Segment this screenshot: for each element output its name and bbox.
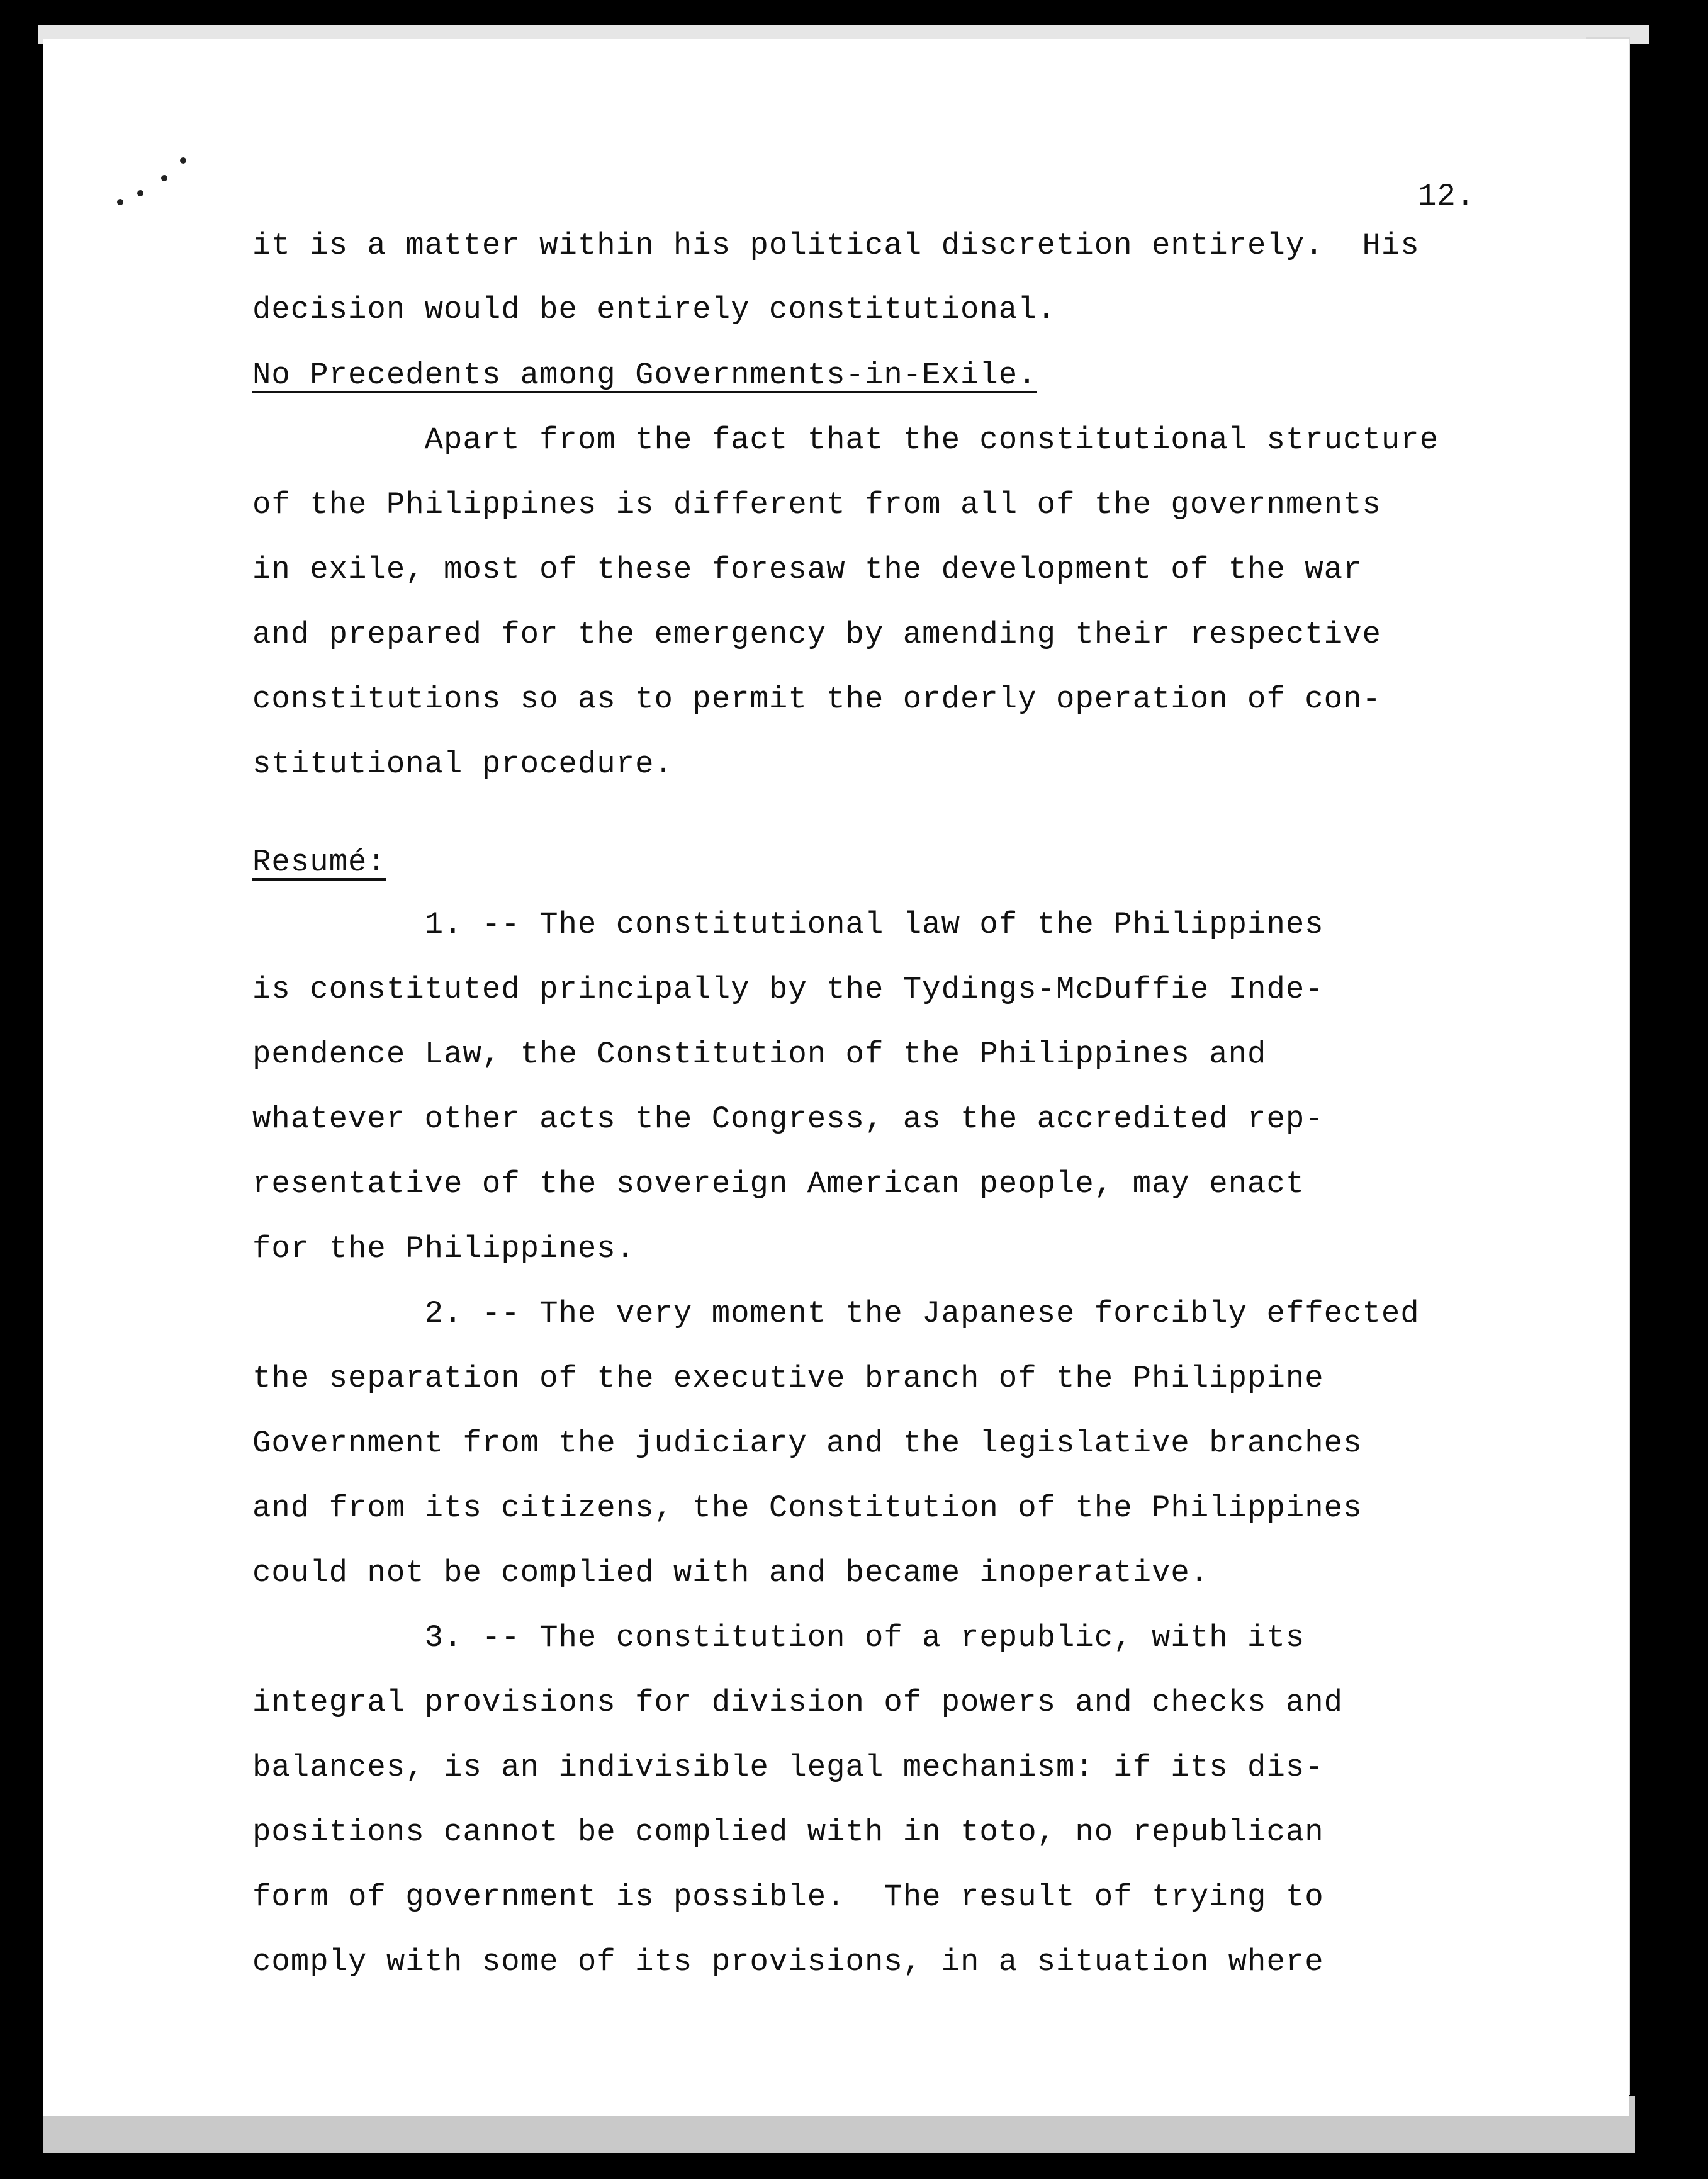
section-heading: No Precedents among Governments-in-Exile. xyxy=(252,358,1037,393)
page-number: 12. xyxy=(1418,179,1476,214)
text-line: 3. -- The constitution of a republic, with its xyxy=(252,1620,1305,1655)
punch-marks xyxy=(112,152,200,228)
punch-mark xyxy=(117,199,123,205)
text-line: Government from the judiciary and the legislative branches xyxy=(252,1426,1362,1461)
text-line: form of government is possible. The result of trying to xyxy=(252,1879,1324,1915)
text-line: the separation of the executive branch of the Philippine xyxy=(252,1361,1324,1396)
section-heading: Resumé: xyxy=(252,845,386,880)
text-line: it is a matter within his political discretion entirely. His xyxy=(252,228,1420,263)
text-line: comply with some of its provisions, in a situation where xyxy=(252,1944,1324,1979)
document-page xyxy=(43,39,1629,2116)
text-line: Apart from the fact that the constitutional structure xyxy=(252,422,1439,458)
text-line: integral provisions for division of powers and checks and xyxy=(252,1685,1344,1720)
text-line: positions cannot be complied with in toto, no republican xyxy=(252,1815,1324,1850)
text-line: decision would be entirely constitutional. xyxy=(252,292,1057,327)
text-line: pendence Law, the Constitution of the Philippines and xyxy=(252,1037,1267,1072)
text-line: is constituted principally by the Tydings-McDuffie Inde- xyxy=(252,972,1324,1007)
text-line: and prepared for the emergency by amending their respective xyxy=(252,617,1381,652)
text-line: for the Philippines. xyxy=(252,1231,636,1266)
punch-mark xyxy=(137,190,143,196)
punch-mark xyxy=(180,157,186,164)
text-line: balances, is an indivisible legal mechanism: if its dis- xyxy=(252,1750,1324,1785)
text-line: of the Philippines is different from all of the governments xyxy=(252,487,1381,522)
text-line: 2. -- The very moment the Japanese forcibly effected xyxy=(252,1296,1420,1331)
punch-mark xyxy=(161,175,167,181)
text-line: could not be complied with and became inoperative. xyxy=(252,1555,1210,1591)
text-line: whatever other acts the Congress, as the accredited rep- xyxy=(252,1101,1324,1137)
text-line: 1. -- The constitutional law of the Philippines xyxy=(252,907,1324,942)
text-line: constitutions so as to permit the orderly operation of con- xyxy=(252,682,1381,717)
text-line: stitutional procedure. xyxy=(252,746,673,782)
text-line: resentative of the sovereign American people, may enact xyxy=(252,1166,1305,1202)
text-line: in exile, most of these foresaw the development of the war xyxy=(252,552,1362,587)
text-line: and from its citizens, the Constitution of the Philippines xyxy=(252,1490,1362,1526)
